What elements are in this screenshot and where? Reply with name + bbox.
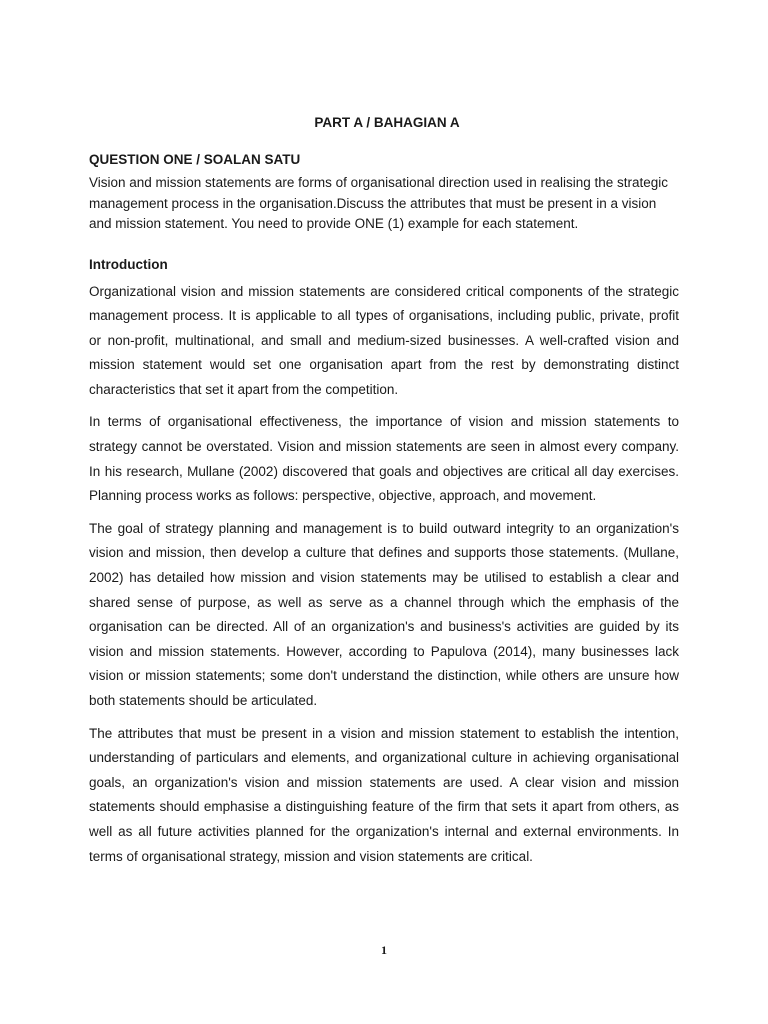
paragraph: In terms of organisational effectiveness, the importance of vision and mission statements to strategy cannot be overstated. Vision and mission statements are seen in almost every company. In his research, Mullane (2002) discovered that goals and objectives are critical all day exercises. Planning process works as follows: perspective, objective, approach, and movement.	[89, 414, 679, 504]
part-heading: PART A / BAHAGIAN A	[314, 115, 460, 130]
document-body	[89, 114, 679, 877]
question-text: Vision and mission statements are forms of organisational direction used in realising the strategic management process in the organisation.Discuss the attributes that must be present in a vision and mission statement. You need to provide ONE (1) example for each statement.	[89, 175, 669, 231]
paragraph: Organizational vision and mission statements are considered critical components of the strategic management process. It is applicable to all types of organisations, including public, private, profit or non-profit, multinational, and small and medium-sized businesses. A well-crafted vision and mission statement would set one organisation apart from the rest by demonstrating distinct characteristics that set it apart from the competition.	[89, 283, 679, 397]
page-number: 1	[381, 943, 387, 957]
question-heading: QUESTION ONE / SOALAN SATU	[89, 152, 301, 167]
introduction-heading: Introduction	[89, 256, 168, 272]
paragraph: The attributes that must be present in a vision and mission statement to establish the intention, understanding of particulars and elements, and organizational culture in achieving organisational goals, an organization's vision and mission statements are used. A clear vision and mission statements should emphasise a distinguishing feature of the firm that sets it apart from others, as well as all future activities planned for the organization's internal and external environments. In terms of organisational strategy, mission and vision statements are critical.	[89, 725, 679, 864]
paragraph: The goal of strategy planning and management is to build outward integrity to an organization's vision and mission, then develop a culture that defines and supports those statements. (Mullane, 2002) has detailed how mission and vision statements may be utilised to establish a clear and shared sense of purpose, as well as serve as a channel through which the emphasis of the organisation can be directed. All of an organization's and business's activities are guided by its vision and mission statements. However, according to Papulova (2014), many businesses lack vision or mission statements; some don't understand the distinction, while others are unsure how both statements should be articulated.	[89, 520, 679, 708]
